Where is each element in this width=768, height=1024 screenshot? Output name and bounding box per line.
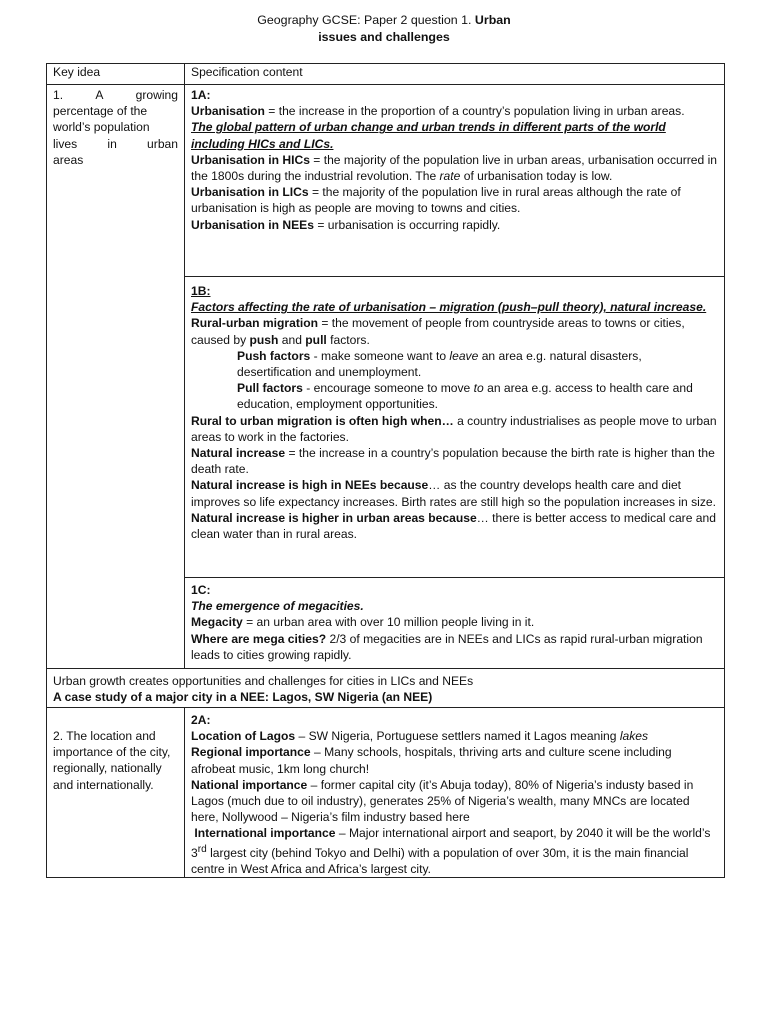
term-location-lagos: Location of Lagos [191,729,296,744]
def-lics: = the majority of the population live in rural areas although the rate of urbanisation is high as people are moving to towns and cities. [191,185,681,216]
term-urbanisation: Urbanisation [191,104,265,119]
key-idea-1-line-1: 1. A growing [53,88,178,102]
def-natural-increase-urban: … there is better access to medical care and clean water than in rural areas. [191,510,716,542]
case-study-line-1: Urban growth creates opportunities and challenges for cities in LICs and NEEs [53,674,474,688]
term-national-importance: National importance [191,777,308,792]
term-megacity: Megacity [191,615,243,630]
def-pull-part-a: - encourage someone to move [302,381,474,396]
def-nees: = urbanisation is occurring rapidly. [313,217,501,232]
title-line-1 [0,12,768,29]
section-1a-heading: The global pattern of urban change and urban trends in different parts of the world including HICs and LICs. [191,120,666,151]
term-regional-importance: Regional importance [191,745,311,760]
key-idea-1-middle: percentage of the world’s population [53,104,150,135]
term-rural-to-urban-high: Rural to urban migration is often high when… [191,413,454,428]
def-pull-part-b: an area e.g. access to health care and education, employment opportunities. [237,381,693,412]
title-line-2 [0,29,768,46]
table-row-case-study [47,669,725,708]
def-urbanisation: = the increase in the proportion of a country’s population living in urban areas. [264,104,685,119]
section-2a-code: 2A: [191,713,211,727]
push-factors [191,348,718,380]
document-title [0,12,768,46]
section-2a [185,708,725,878]
title-bold-1: Urban [474,13,511,27]
term-urbanisation-lics: Urbanisation in LICs [191,185,309,200]
case-study-header [47,669,725,708]
def-push-part-a: - make someone want to [310,348,450,363]
key-idea-1-line-4: lives in urban [53,136,178,151]
def-international-part-a: – Major international airport and seaport, by 2040 it will be the world’s 3 [191,826,711,860]
specification-table [46,63,725,878]
def-rum-pull: pull [305,332,327,347]
def-rum-and: and [278,332,306,347]
header-spec-content: Specification content [185,64,725,85]
def-hics-part-a: = the majority of the population live in urban areas, urbanisation occurred in the 1800s during the industrial revolution. The [191,152,717,184]
def-hics-italic: rate [439,169,461,184]
key-idea-1 [47,85,185,669]
term-rural-urban-migration: Rural-urban migration [191,316,318,331]
def-megacity: = an urban area with over 10 million people living in it. [242,615,535,630]
def-rural-to-urban-high: a country industrialises as people move to urban areas to work in the factories. [191,413,717,444]
def-push-italic: leave [449,348,479,363]
def-regional-importance: – Many schools, hospitals, thriving arts and culture scene including afrobeat music, 1km long church! [191,745,672,776]
term-urbanisation-hics: Urbanisation in HICs [191,152,310,167]
def-international-sup: rd [197,843,207,855]
section-1b [185,277,725,578]
section-1c [185,578,725,669]
term-pull-factors: Pull factors [237,381,303,396]
term-where-mega-cities: Where are mega cities? [191,631,327,646]
term-natural-increase: Natural increase [191,446,286,461]
term-international-importance: International importance [194,826,336,841]
term-natural-increase-urban: Natural increase is higher in urban areas because [191,510,477,525]
section-1a [185,85,725,277]
section-1c-heading: The emergence of megacities. [191,599,364,614]
term-natural-increase-nees: Natural increase is high in NEEs because [191,478,429,493]
header-key-idea: Key idea [47,64,185,85]
def-rum-part-a: = the movement of people from countryside areas to towns or cities, caused by [191,316,685,347]
pull-factors [191,380,718,412]
key-idea-2: 2. The location and importance of the city, regionally, nationally and internationally. [47,708,185,878]
def-location-lagos: – SW Nigeria, Portuguese settlers named it Lagos meaning [295,729,620,744]
term-push-factors: Push factors [237,348,311,363]
def-international-part-b: largest city (behind Tokyo and Delhi) with a population of over 30m, it is the main financial centre in West Africa and Africa’s largest city. [191,845,689,876]
table-row-1a [47,85,725,277]
key-idea-1-line-5: areas [53,152,84,167]
def-national-importance: – former capital city (it’s Abuja today), 80% of Nigeria’s industy based in Lagos (much due to oil industry), generates 25% of Nigeria’s wealth, many MNCs are located here, Nollywood – Nigeria’s film industry based here [191,777,694,825]
def-rum-part-b: factors. [326,332,370,347]
def-rum-push: push [249,332,279,347]
section-1b-code: 1B: [191,284,211,298]
table-row-2a [47,708,725,878]
table-header-row [47,64,725,85]
def-where-mega-cities: 2/3 of megacities are in NEEs and LICs as rapid rural-urban migration leads to cities growing rapidly. [191,631,703,662]
def-hics-part-b: of urbanisation today is low. [460,169,613,184]
section-1c-code: 1C: [191,583,211,597]
def-location-italic: lakes [619,729,649,744]
def-push-part-b: an area e.g. natural disasters, desertification and unemployment. [237,348,642,380]
def-pull-italic: to [473,381,484,396]
term-urbanisation-nees: Urbanisation in NEEs [191,217,314,232]
section-1a-code: 1A: [191,88,211,102]
case-study-line-2: A case study of a major city in a NEE: Lagos, SW Nigeria (an NEE) [53,690,433,705]
title-bold-2: issues and challenges [318,30,450,44]
def-natural-increase: = the increase in a country’s population because the birth rate is higher than the death rate. [191,446,715,477]
title-prefix: Geography GCSE: Paper 2 question 1. [257,13,475,27]
def-natural-increase-nees: … as the country develops health care and diet improves so life expectancy increases. Birth rates are still high so the population increases in size. [191,478,716,509]
section-1b-heading: Factors affecting the rate of urbanisation – migration (push–pull theory), natural increase. [191,300,707,315]
